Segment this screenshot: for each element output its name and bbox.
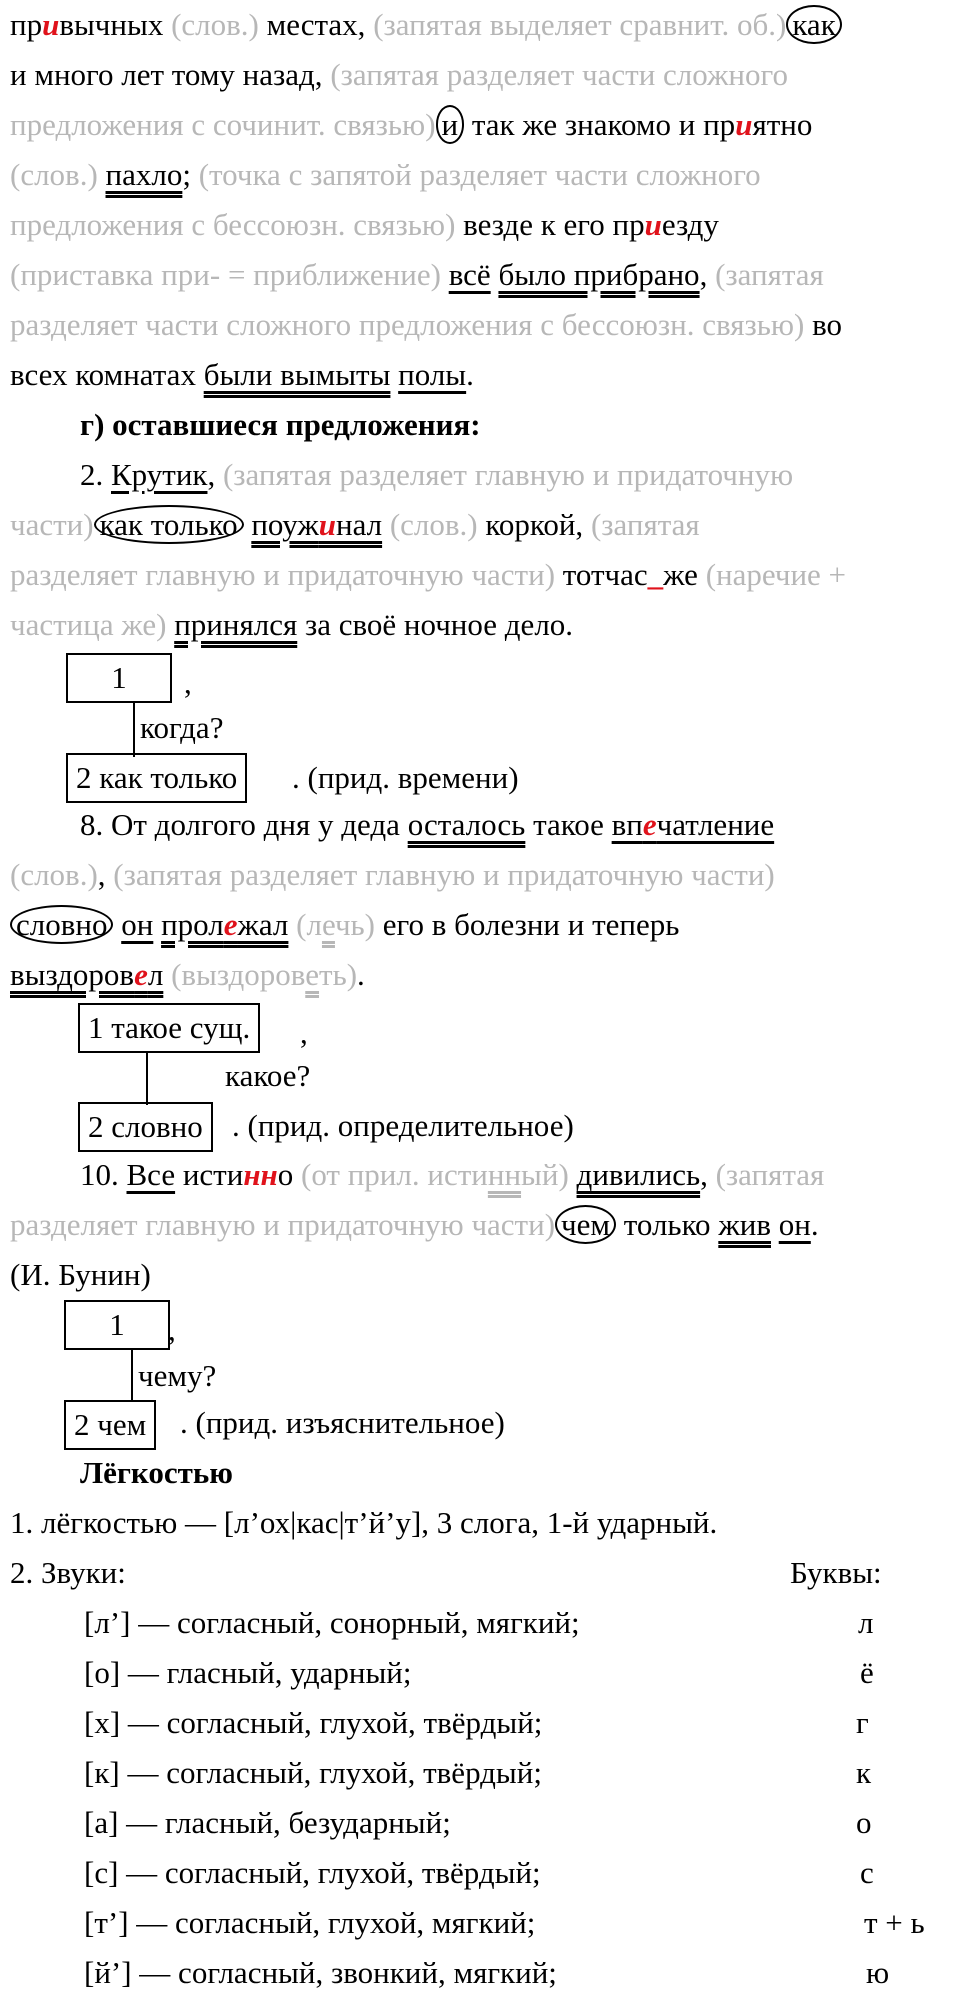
text: , [700,1157,708,1192]
scheme-type: . (прид. изъяснительное) [180,1405,505,1440]
orthogram-letter: е [134,957,148,992]
text [390,357,398,392]
text: ятно [752,107,813,142]
text-line [10,350,474,400]
text: везде к его пр [455,207,645,242]
annotation: (точка с запятой разделяет части сложного [190,157,761,192]
text-line [80,1150,824,1200]
letter-cell: ю [866,1955,890,1990]
text: за своё ночное дело. [297,607,574,642]
circled-conjunction: как [786,5,841,44]
text-line [10,500,700,550]
text: вычных [59,7,164,42]
text: во [804,307,843,342]
sound-row: [о] — гласный, ударный; [84,1655,412,1690]
orthogram-letter: и [42,7,60,42]
sound-row: [х] — согласный, глухой, твёрдый; [84,1705,543,1740]
sound-row: [к] — согласный, глухой, твёрдый; [84,1755,542,1790]
text-line [10,150,761,200]
text: нал [336,507,383,542]
sound-row: [л’] — согласный, сонорный, мягкий; [84,1605,580,1640]
subject: Все [126,1157,176,1192]
annotation: (запятая выделяет сравнит. об.) [365,7,787,42]
letter-cell: о [856,1805,872,1840]
text: выздоров [10,957,135,992]
annotation: разделяет части сложного предложения с бессоюзн. связью) [10,307,805,342]
text: такое [525,807,612,842]
predicate: жив [718,1207,771,1242]
predicate [10,957,163,992]
text-line [10,850,775,900]
annotation-letter: нн [487,1157,522,1192]
subject: всё [448,257,491,292]
text-line [10,200,719,250]
predicate: были вымыты [203,357,391,392]
text: пр [10,7,43,42]
predicate: принялся [174,607,298,642]
text-line [10,900,679,950]
annotation: (запятая [583,507,700,542]
letter-cell: ё [860,1655,874,1690]
text: вп [611,807,643,842]
section-heading: г) оставшиеся предложения: [80,407,481,442]
annotation: (от прил. исти [293,1157,488,1192]
text-line [10,0,842,50]
annotation: (запятая разделяет главную и придаточную части) [105,857,775,892]
text: . [357,957,365,992]
letters-label: Буквы: [790,1555,882,1590]
subject: Крутик [111,457,208,492]
text-line [10,50,788,100]
scheme-comma: , [184,665,192,700]
annotation: ть) [319,957,358,992]
circled-conjunction: как только [94,505,244,544]
annotation: ый) [521,1157,569,1192]
annotation: частица же) [10,607,167,642]
orthogram-letter: е [642,807,657,842]
text-line [10,1200,819,1250]
annotation: (запятая разделяет части сложного [322,57,788,92]
text: 8. От долгого дня у деда [80,807,408,842]
scheme-question: чему? [138,1358,217,1393]
annotation: (запятая [707,257,824,292]
scheme-clause-box: 2 словно [78,1102,213,1152]
scheme-type: . (прид. времени) [292,760,519,795]
text: , [699,257,708,292]
scheme-main-box: 1 [64,1300,170,1350]
text: прол [161,907,224,942]
section-heading: Лёгкостью [80,1455,233,1490]
annotation: разделяет главную и придаточную части) [10,1207,556,1242]
text: и много лет тому назад, [10,57,323,92]
letter-cell: г [856,1705,869,1740]
scheme-clause-box: 2 как только [66,753,247,803]
scheme-question: какое? [225,1058,311,1093]
circled-conjunction: и [436,105,465,144]
text-line [10,100,812,150]
orthogram-letter: и [644,207,662,242]
text: , [207,457,216,492]
text: коркой, [477,507,584,542]
annotation: (приставка при- = приближение) [10,257,441,292]
text: исти [175,1157,244,1192]
subject [612,807,775,842]
text-line [10,600,573,650]
scheme-connector [146,1053,148,1105]
orthogram-letter: е [223,907,238,942]
sound-row: [й’] — согласный, звонкий, мягкий; [84,1955,557,1990]
sentence-number: 2. [80,457,111,492]
text: , [97,857,106,892]
scheme-main-box: 1 такое сущ. [78,1003,260,1053]
annotation: (слов.) [10,157,98,192]
text: тотчас [555,557,648,592]
annotation: (запятая [707,1157,825,1192]
text: чатление [656,807,775,842]
text [153,907,161,942]
annotation: (слов.) [382,507,478,542]
scheme-clause-box: 2 чем [64,1400,156,1450]
text-line [80,800,774,850]
scheme-type: . (прид. определительное) [232,1108,574,1143]
predicate: пахло [105,157,183,192]
letter-cell: к [856,1755,872,1790]
annotation: разделяет главную и придаточную части) [10,557,556,592]
annotation: (выздоров [163,957,306,992]
text: ; [182,157,191,192]
text: о [277,1157,294,1192]
predicate: было прибрано [498,257,700,292]
annotation: предложения с бессоюзн. связью) [10,207,456,242]
circled-conjunction: словно [10,905,113,944]
annotation-letter: е [305,957,320,992]
text: так же знакомо и пр [464,107,736,142]
scheme-comma: , [300,1015,308,1050]
text-line [10,300,842,350]
text: . [810,1207,819,1242]
orthogram-letter: и [735,107,753,142]
scheme-main-box: 1 [66,653,172,703]
annotation: чь) [334,907,376,942]
sound-row: [с] — согласный, глухой, твёрдый; [84,1855,541,1890]
text: поуж [251,507,319,542]
orthogram-mark: _ [647,557,664,592]
annotation: (слов.) [10,857,98,892]
orthogram-letter: нн [243,1157,278,1192]
annotation: (слов.) [163,7,259,42]
author: (И. Бунин) [10,1257,151,1292]
sentence-number: 10. [80,1157,127,1192]
orthogram-letter: и [318,507,336,542]
circled-conjunction: чем [555,1205,616,1244]
predicate: дивились [576,1157,701,1192]
text-line [10,250,824,300]
annotation: (л [288,907,322,942]
text: местах, [258,7,366,42]
subject: он [778,1207,811,1242]
scheme-question: когда? [140,710,224,745]
sound-row: [т’] — согласный, глухой, мягкий; [84,1905,536,1940]
text: всех комнатах [10,357,204,392]
text-line [80,450,793,500]
text: его в болезни и теперь [375,907,680,942]
transcription-line: 1. лёгкостью — [л’ох|кас|т’й’у], 3 слога, 1-й ударный. [10,1505,718,1540]
text: только [615,1207,719,1242]
sounds-label: 2. Звуки: [10,1555,126,1590]
text: л [147,957,164,992]
text-line [10,550,846,600]
text: езду [661,207,719,242]
annotation: (запятая разделяет главную и придаточную [215,457,794,492]
sound-row: [а] — гласный, безударный; [84,1805,451,1840]
text: же [663,557,698,592]
scheme-connector [133,703,135,757]
annotation-letter: е [321,907,335,942]
text-line [10,950,365,1000]
text [569,1157,577,1192]
scheme-comma: , [168,1312,176,1347]
annotation: части) [10,507,94,542]
subject: полы [398,357,467,392]
annotation: предложения с сочинит. связью) [10,107,436,142]
subject: он [121,907,154,942]
predicate [251,507,382,542]
annotation: (наречие + [697,557,847,592]
predicate [161,907,288,942]
letter-cell: л [858,1605,874,1640]
text: жал [237,907,289,942]
letter-cell: т + ь [864,1905,925,1940]
predicate: осталось [407,807,526,842]
scheme-connector [131,1350,133,1402]
text [771,1207,779,1242]
letter-cell: с [860,1855,874,1890]
text: . [466,357,474,392]
